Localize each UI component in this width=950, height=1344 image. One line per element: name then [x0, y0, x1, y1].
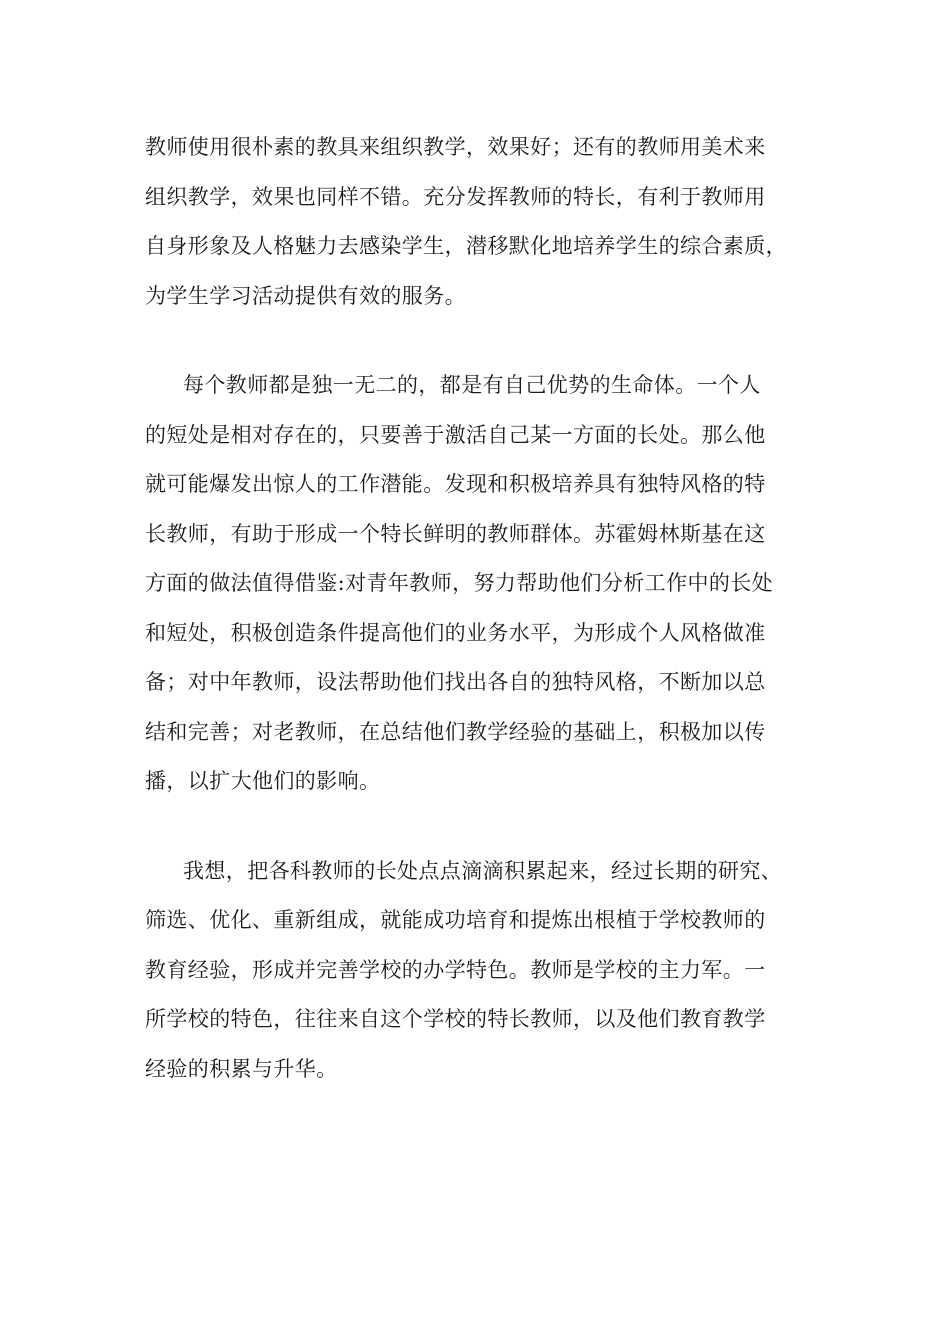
paragraph-line: 教师使用很朴素的教具来组织教学，效果好；还有的教师用美术来: [145, 135, 766, 159]
paragraph-line: 教育经验，形成并完善学校的办学特色。教师是学校的主力军。一: [145, 957, 766, 982]
paragraph-line: 为学生学习活动提供有效的服务。: [145, 283, 466, 308]
paragraph-line: 所学校的特色，往往来自这个学校的特长教师，以及他们教育教学: [145, 1007, 766, 1031]
paragraph-line: 自身形象及人格魅力去感染学生，潜移默化地培养学生的综合素质，: [145, 234, 787, 258]
paragraph-3: [145, 847, 810, 1095]
paragraph-spacer: [145, 807, 810, 847]
paragraph-line: 播，以扩大他们的影响。: [145, 769, 381, 793]
paragraph-line: 筛选、优化、重新组成，就能成功培育和提炼出根植于学校教师的: [145, 908, 766, 932]
paragraph-line: 就可能爆发出惊人的工作潜能。发现和积极培养具有独特风格的特: [145, 472, 766, 496]
paragraph-line: 组织教学，效果也同样不错。充分发挥教师的特长，有利于教师用: [145, 184, 766, 209]
paragraph-line: 经验的积累与升华。: [145, 1056, 338, 1081]
paragraph-line: 结和完善；对老教师，在总结他们教学经验的基础上，积极加以传: [145, 719, 766, 744]
paragraph-first-line: 我想，把各科教师的长处点点滴滴积累起来，经过长期的研究、: [183, 858, 783, 883]
paragraph-spacer: [145, 321, 810, 361]
paragraph-line: 方面的做法值得借鉴:对青年教师，努力帮助他们分析工作中的长处: [145, 571, 774, 595]
paragraph-2: [145, 361, 810, 807]
paragraph-line: 备；对中年教师，设法帮助他们找出各自的独特风格，不断加以总: [145, 670, 766, 694]
paragraph-first-line: 每个教师都是独一无二的，都是有自己优势的生命体。一个人: [183, 373, 761, 397]
paragraph-line: 和短处，积极创造条件提高他们的业务水平，为形成个人风格做准: [145, 620, 766, 645]
paragraph-1: [145, 123, 810, 321]
paragraph-line: 的短处是相对存在的，只要善于激活自己某一方面的长处。那么他: [145, 422, 766, 447]
paragraph-line: 长教师，有助于形成一个特长鲜明的教师群体。苏霍姆林斯基在这: [145, 521, 766, 546]
document-body: [145, 123, 810, 1094]
